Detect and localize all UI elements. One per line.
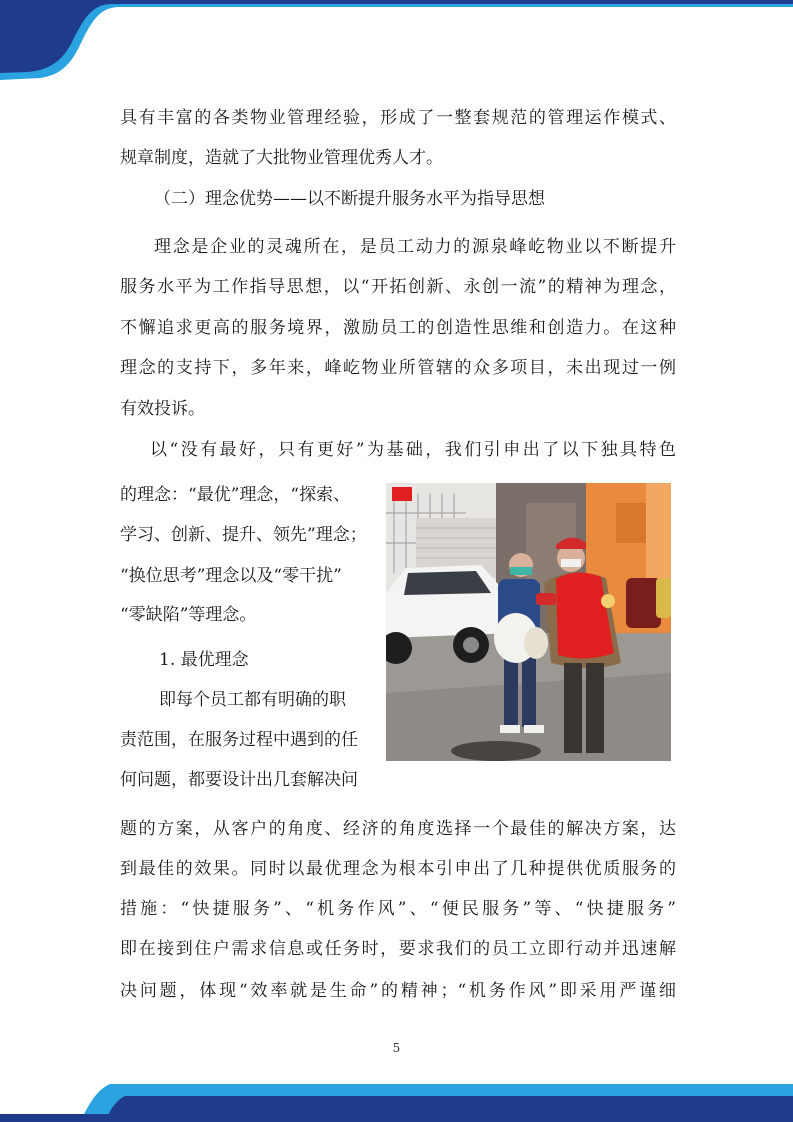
page-number: 5	[392, 1041, 401, 1055]
paragraph3-side-line-2: 学习、创新、提升、领先”理念；	[120, 525, 367, 545]
paragraph4-side-line-2: 责范围，在服务过程中遇到的任	[120, 730, 358, 750]
paragraph2-line-1: 理念是企业的灵魂所在，是员工动力的源泉峰屹物业以不断提升	[154, 237, 676, 257]
footer-decoration	[0, 1078, 793, 1122]
paragraph4-side-line-3: 何问题，都要设计出几套解决问	[120, 770, 358, 790]
paragraph1-line-1: 具有丰富的各类物业管理经验，形成了一整套规范的管理运作模式、	[120, 108, 676, 128]
paragraph3-line-1: 以“没有最好，只有更好”为基础，我们引申出了以下独具特色	[150, 440, 676, 460]
header-decoration	[0, 0, 793, 80]
subheading: 1. 最优理念	[159, 650, 249, 670]
paragraph3-side-line-4: “零缺陷”等理念。	[120, 605, 257, 625]
paragraph4-side-line-1: 即每个员工都有明确的职	[159, 690, 346, 710]
paragraph4-line-5: 决问题，体现“效率就是生命”的精神；“机务作风”即采用严谨细	[120, 981, 676, 1001]
paragraph4-line-3: 措施：“快捷服务”、“机务作风”、“便民服务”等、“快捷服务”	[120, 899, 676, 919]
section-heading: （二）理念优势——以不断提升服务水平为指导思想	[154, 189, 545, 209]
paragraph2-line-4: 理念的支持下，多年来，峰屹物业所管辖的众多项目，未出现过一例	[120, 358, 676, 378]
paragraph2-line-2: 服务水平为工作指导思想，以“开拓创新、永创一流”的精神为理念，	[120, 277, 676, 297]
paragraph2-line-3: 不懈追求更高的服务境界，激励员工的创造性思维和创造力。在这种	[120, 318, 676, 338]
paragraph4-line-2: 到最佳的效果。同时以最优理念为根本引申出了几种提供优质服务的	[120, 859, 676, 879]
paragraph4-line-1: 题的方案，从客户的角度、经济的角度选择一个最佳的解决方案，达	[120, 819, 676, 839]
paragraph2-line-5: 有效投诉。	[120, 399, 205, 419]
paragraph3-side-line-1: 的理念：“最优”理念，“探索、	[120, 485, 351, 505]
paragraph1-line-2: 规章制度，造就了大批物业管理优秀人才。	[120, 148, 443, 168]
paragraph4-line-4: 即在接到住户需求信息或任务时，要求我们的员工立即行动并迅速解	[120, 939, 676, 959]
paragraph3-side-line-3: “换位思考”理念以及“零干扰”	[120, 566, 342, 586]
service-photo	[386, 483, 671, 761]
